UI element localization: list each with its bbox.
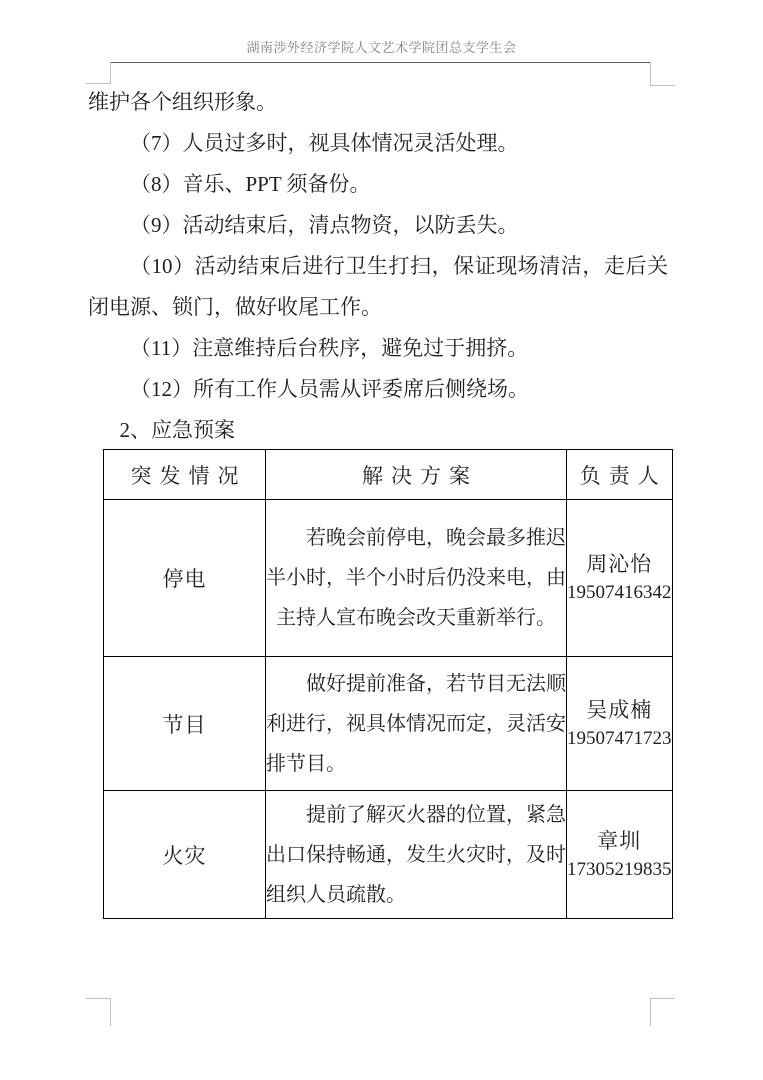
header-rule bbox=[110, 62, 650, 63]
document-body bbox=[88, 82, 668, 451]
paragraph-continuation: 维护各个组织形象。 bbox=[88, 90, 277, 114]
column-header-person: 负责人 bbox=[567, 450, 673, 500]
person-name: 周沁怡 bbox=[586, 552, 653, 576]
text-boundary-mark-bottom-left bbox=[86, 998, 111, 1026]
situation-cell: 停电 bbox=[104, 500, 266, 657]
person-phone: 17305219835 bbox=[567, 858, 672, 880]
list-item-8: （8）音乐、PPT 须备份。 bbox=[130, 172, 371, 196]
list-item-11: （11）注意维持后台秩序，避免过于拥挤。 bbox=[130, 336, 529, 360]
person-name: 吴成楠 bbox=[586, 697, 653, 722]
person-cell bbox=[567, 657, 673, 791]
solution-cell bbox=[266, 500, 567, 657]
solution-text: 若晚会前停电，晚会最多推迟半小时，半个小时后仍没来电，由主持人宣布晚会改天重新举行。 bbox=[266, 527, 566, 629]
table-row-program bbox=[104, 657, 673, 791]
section-heading-emergency-plan: 2、应急预案 bbox=[119, 418, 235, 442]
list-item-7: （7）人员过多时，视具体情况灵活处理。 bbox=[130, 131, 519, 155]
column-header-solution: 解决方案 bbox=[266, 450, 567, 500]
table-row-fire bbox=[104, 791, 673, 919]
solution-cell bbox=[266, 657, 567, 791]
person-cell bbox=[567, 791, 673, 919]
solution-cell bbox=[266, 791, 567, 919]
text-boundary-mark-top-left bbox=[86, 62, 111, 84]
person-name: 章圳 bbox=[597, 828, 642, 853]
situation-cell: 火灾 bbox=[104, 791, 266, 919]
text-boundary-mark-bottom-right bbox=[650, 998, 675, 1026]
table-header-row bbox=[104, 450, 673, 500]
situation-cell: 节目 bbox=[104, 657, 266, 791]
person-cell bbox=[567, 500, 673, 657]
solution-text: 提前了解灭火器的位置，紧急出口保持畅通，发生火灾时，及时组织人员疏散。 bbox=[266, 803, 566, 906]
table-row-power-outage bbox=[104, 500, 673, 657]
list-item-9: （9）活动结束后，清点物资，以防丢失。 bbox=[130, 213, 519, 237]
list-item-10: （10）活动结束后进行卫生打扫，保证现场清洁，走后关闭电源、锁门，做好收尾工作。 bbox=[88, 254, 668, 319]
page-header-title: 湖南涉外经济学院人文艺术学院团总支学生会 bbox=[246, 40, 517, 55]
person-phone: 19507416342 bbox=[567, 582, 672, 603]
emergency-plan-table bbox=[103, 449, 673, 919]
person-phone: 19507471723 bbox=[567, 727, 672, 749]
list-item-12: （12）所有工作人员需从评委席后侧绕场。 bbox=[130, 377, 529, 401]
column-header-situation: 突发情况 bbox=[104, 450, 266, 500]
solution-text: 做好提前准备，若节目无法顺利进行，视具体情况而定，灵活安排节目。 bbox=[266, 672, 566, 775]
